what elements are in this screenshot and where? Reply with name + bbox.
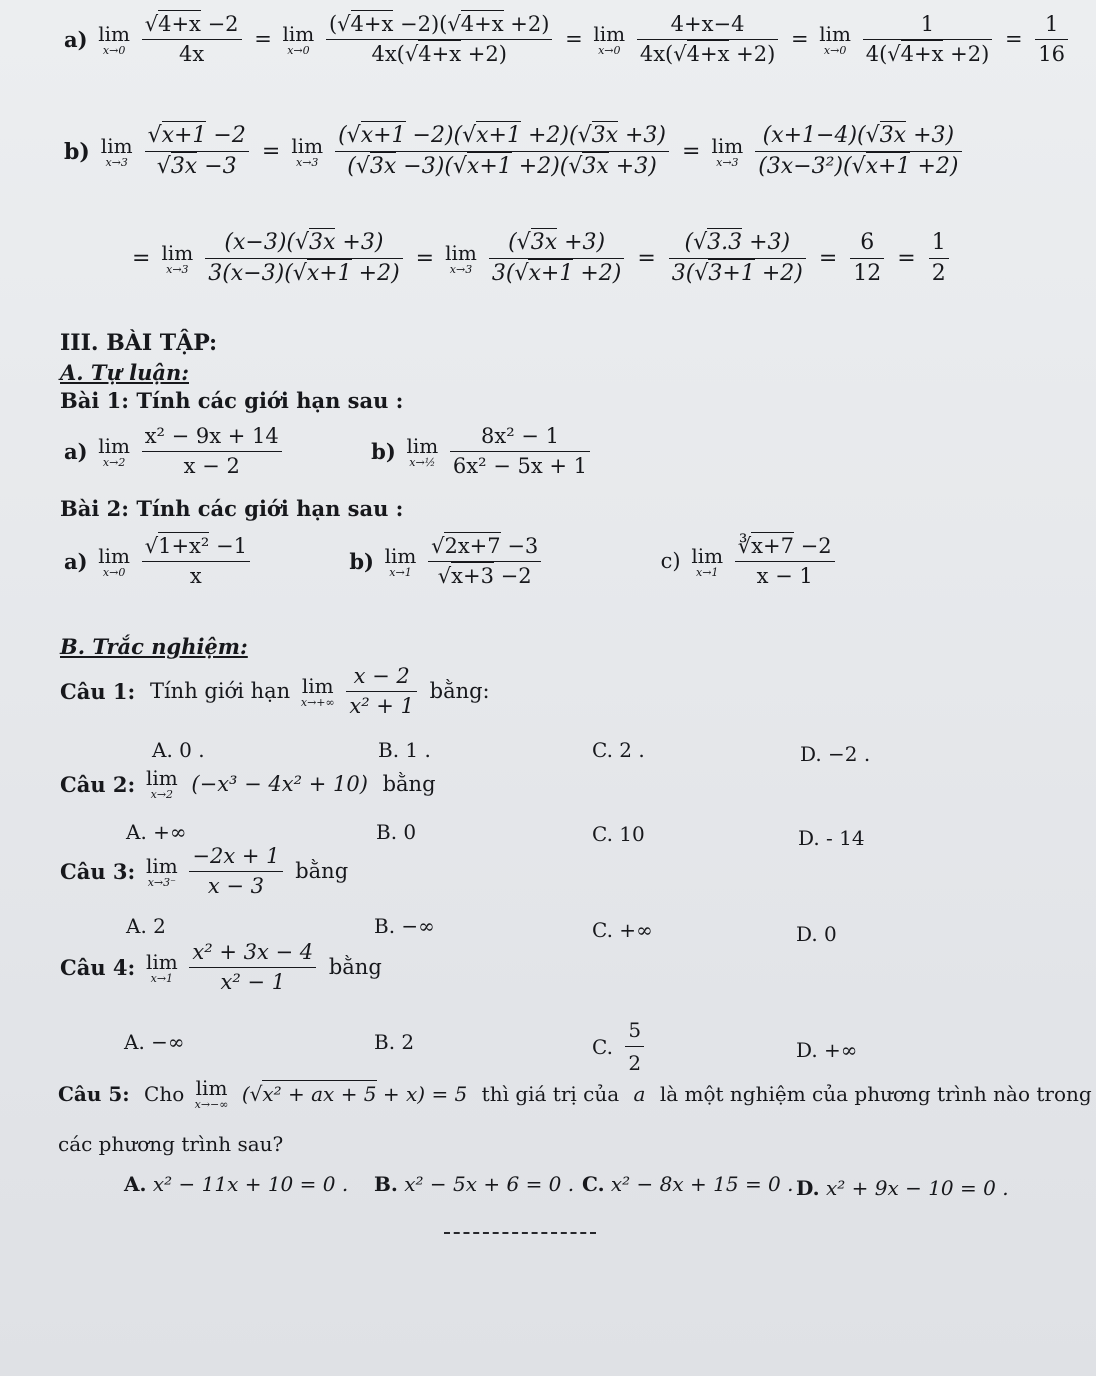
cau1-option-d[interactable]: D. −2 . <box>800 742 871 766</box>
cau1-question <box>60 666 494 717</box>
cau5-option-c[interactable] <box>582 1172 794 1196</box>
limit-symbol: lim x→2 <box>145 766 178 801</box>
cau4-option-a[interactable]: A. −∞ <box>124 1030 185 1054</box>
cau3-option-c[interactable]: C. +∞ <box>592 918 653 942</box>
cau4-option-c[interactable] <box>592 1018 646 1075</box>
option-letter: C. <box>582 1172 605 1196</box>
limit-symbol: lim x→−∞ <box>194 1076 229 1111</box>
fraction: $\frac{1}{16}$ <box>1035 14 1068 65</box>
question-post2: là một nghiệm của phương trình nào trong <box>659 1082 1092 1106</box>
fraction: $\frac{-2x + 1}{x - 3}$ <box>189 846 282 897</box>
fraction: $\frac{√4+x -2}{4x}$ <box>142 14 242 65</box>
cau3-option-b[interactable]: B. −∞ <box>374 914 435 938</box>
option-letter: C. <box>592 1034 613 1059</box>
option-equation: x² − 8x + 15 = 0 . <box>610 1172 794 1196</box>
part-b-title: B. Trắc nghiệm: <box>60 634 248 659</box>
part-a-title: A. Tự luận: <box>60 360 189 385</box>
option-letter: B. <box>374 1172 398 1196</box>
cau2-option-c[interactable]: C. 10 <box>592 822 645 846</box>
bai2-title: Bài 2: Tính các giới hạn sau : <box>60 496 404 521</box>
fraction: $\frac{(x+1-4)(√3x +3)}{\text{(3x−3²)(√x+1 +2)}}$ <box>755 125 961 178</box>
limit-symbol: lim x→1 <box>145 949 178 985</box>
cau4-question <box>60 942 386 993</box>
question-suffix: bằng <box>382 771 436 796</box>
worked-example-b-line2: = lim x→3 $\frac{(x-3)(√3x +3)}{3(x-3)(√x+1 +2)}$ = lim x→3 $\frac{(√3x +3)}{3(√x+1 +2)}$ = $\frac{(√3.3 +3)}{3(√3+1 +2)}$ = $\frac{6}{12}$ = $\frac{1}{2}$ <box>128 232 951 285</box>
fraction: $\frac{√x+1 -2}{√3x -3}$ <box>145 125 249 178</box>
fraction: $\frac{√2x+7 -3}{√x+3 -2}$ <box>428 536 541 587</box>
option-equation: x² + 9x − 10 = 0 . <box>825 1176 1009 1200</box>
limit-symbol: lim x→3 <box>161 240 194 276</box>
limit-symbol: lim x→3⁻ <box>145 853 178 889</box>
item-label: c) <box>660 549 681 573</box>
limit-symbol: lim x→0 <box>282 21 315 57</box>
limit-symbol: lim x→0 <box>819 21 852 57</box>
option-letter: A. <box>124 1172 147 1196</box>
fraction: $\frac{(√x+1 -2)(√x+1 +2)(√3x +3)}{(√3x -3)(√x+1 +2)(√3x +3)}$ <box>335 125 669 178</box>
cau1-option-b[interactable]: B. 1 . <box>378 738 431 762</box>
fraction: $\frac{4+x-4}{4x(√4+x +2)}$ <box>637 14 778 65</box>
cau1-option-c[interactable]: C. 2 . <box>592 738 645 762</box>
question-text: Tính giới hạn <box>149 679 291 703</box>
limit-symbol: lim x→1 <box>384 543 417 579</box>
cau3-question <box>60 846 352 897</box>
limit-symbol: lim x→3 <box>445 240 477 276</box>
question-label: Câu 2: <box>60 771 136 797</box>
question-suffix: bằng: <box>429 679 490 703</box>
option-letter: D. <box>796 1176 820 1200</box>
item-label: a) <box>64 549 88 574</box>
fraction: $\frac{6}{12}$ <box>850 232 884 285</box>
limit-symbol: lim x→½ <box>406 433 439 469</box>
item-label: b) <box>64 138 90 165</box>
limit-symbol: lim x→3 <box>100 133 133 169</box>
fraction: $\frac{5}{2}$ <box>625 1018 644 1075</box>
option-equation: x² − 11x + 10 = 0 . <box>152 1172 349 1196</box>
question-suffix: bằng <box>328 955 382 979</box>
cau5-option-b[interactable] <box>374 1172 574 1196</box>
fraction: $\frac{∛x+7 -2}{x - 1}$ <box>735 536 835 587</box>
bai1-problems <box>60 426 592 477</box>
item-label: a) <box>64 27 88 52</box>
limit-symbol: lim x→3 <box>291 133 324 169</box>
limit-symbol: lim x→0 <box>98 21 130 57</box>
question-post: thì giá trị của <box>481 1082 620 1106</box>
cau4-option-d[interactable]: D. +∞ <box>796 1038 858 1062</box>
question-pre: Cho <box>144 1082 185 1106</box>
cau3-option-d[interactable]: D. 0 <box>796 922 837 946</box>
item-label: b) <box>371 439 396 464</box>
limit-symbol: lim x→0 <box>593 21 626 57</box>
fraction: $\frac{x - 2}{\text{x² + 1}}$ <box>346 666 417 717</box>
fraction: $\frac{(√3x +3)}{3(√x+1 +2)}$ <box>489 232 624 285</box>
fraction: $\frac{\text{x² + 3x − 4}}{\text{x² − 1}}$ <box>189 942 316 993</box>
worked-example-b-line1: b) lim x→3 $\frac{√x+1 -2}{√3x -3}$ = lim x→3 $\frac{(√x+1 -2)(√x+1 +2)(√3x +3)}{(√3x -3)(√x+1 +2)(√3x +3)}$ = lim x→3 $\frac{(x+1-4)(√3x +3)}{\text{(3x−3²)(√x+1 +2)}}$ <box>60 125 964 178</box>
fraction: $\frac{\text{x² − 9x + 14}}{x - 2}$ <box>142 426 282 477</box>
cau5-question: Câu 5: Cho lim x→−∞ (√x² + ax + 5 + x) = 5 thì giá trị của a là một nghiệm của phương trình nào trong <box>58 1076 1092 1111</box>
cau5-question-line2: các phương trình sau? <box>58 1132 284 1156</box>
question-label: Câu 3: <box>60 859 136 884</box>
fraction: $\frac{(√3.3 +3)}{3(√3+1 +2)}$ <box>669 232 806 285</box>
question-suffix: bằng <box>295 859 349 883</box>
fraction: $\frac{(√4+x -2)(√4+x +2)}{4x(√4+x +2)}$ <box>326 14 552 65</box>
cau2-option-b[interactable]: B. 0 <box>376 820 417 844</box>
limit-symbol: lim x→+∞ <box>300 673 335 709</box>
fraction: $\frac{1}{2}$ <box>929 232 949 285</box>
limit-symbol: lim x→3 <box>711 133 744 169</box>
cau4-option-b[interactable]: B. 2 <box>374 1030 415 1054</box>
question-label: Câu 1: <box>60 679 136 704</box>
cau1-option-a[interactable]: A. 0 . <box>152 738 205 762</box>
limit-symbol: lim x→1 <box>691 543 724 579</box>
fraction: $\frac{\text{√1+x² −1}}{x}$ <box>142 536 250 587</box>
cau5-option-a[interactable] <box>124 1172 348 1196</box>
bai2-problems <box>60 536 837 587</box>
cau2-option-a[interactable]: A. +∞ <box>126 820 187 844</box>
section-title: III. BÀI TẬP: <box>60 330 218 356</box>
cau3-option-a[interactable]: A. 2 <box>126 914 166 938</box>
item-label: a) <box>64 439 88 464</box>
item-label: b) <box>349 549 374 574</box>
fraction: $\frac{\text{8x² − 1}}{\text{6x² − 5x + 1}}$ <box>450 426 590 477</box>
cau5-option-d[interactable] <box>796 1176 1009 1200</box>
bai1-title: Bài 1: Tính các giới hạn sau : <box>60 388 404 413</box>
worked-example-a: a) lim x→0 $\frac{√4+x -2}{4x}$ = lim x→0 $\frac{(√4+x -2)(√4+x +2)}{4x(√4+x +2)}$ = lim x→0 $\frac{4+x-4}{4x(√4+x +2)}$ = lim x→0 $\frac{1}{4(√4+x +2)}$ = $\frac{1}{16}$ <box>60 14 1070 65</box>
option-equation: x² − 5x + 6 = 0 . <box>404 1172 575 1196</box>
question-label: Câu 5: <box>58 1082 130 1106</box>
fraction: $\frac{1}{4(√4+x +2)}$ <box>863 14 993 65</box>
cau2-option-d[interactable]: D. - 14 <box>798 826 865 850</box>
cau2-question: Câu 2: lim x→2 (−x³ − 4x² + 10) bằng <box>60 766 436 801</box>
limit-symbol: lim x→0 <box>98 543 130 579</box>
end-divider <box>444 1232 596 1234</box>
limit-symbol: lim x→2 <box>98 433 130 469</box>
variable-a: a <box>633 1082 646 1106</box>
question-label: Câu 4: <box>60 955 136 980</box>
fraction: $\frac{(x-3)(√3x +3)}{3(x-3)(√x+1 +2)}$ <box>205 232 402 285</box>
